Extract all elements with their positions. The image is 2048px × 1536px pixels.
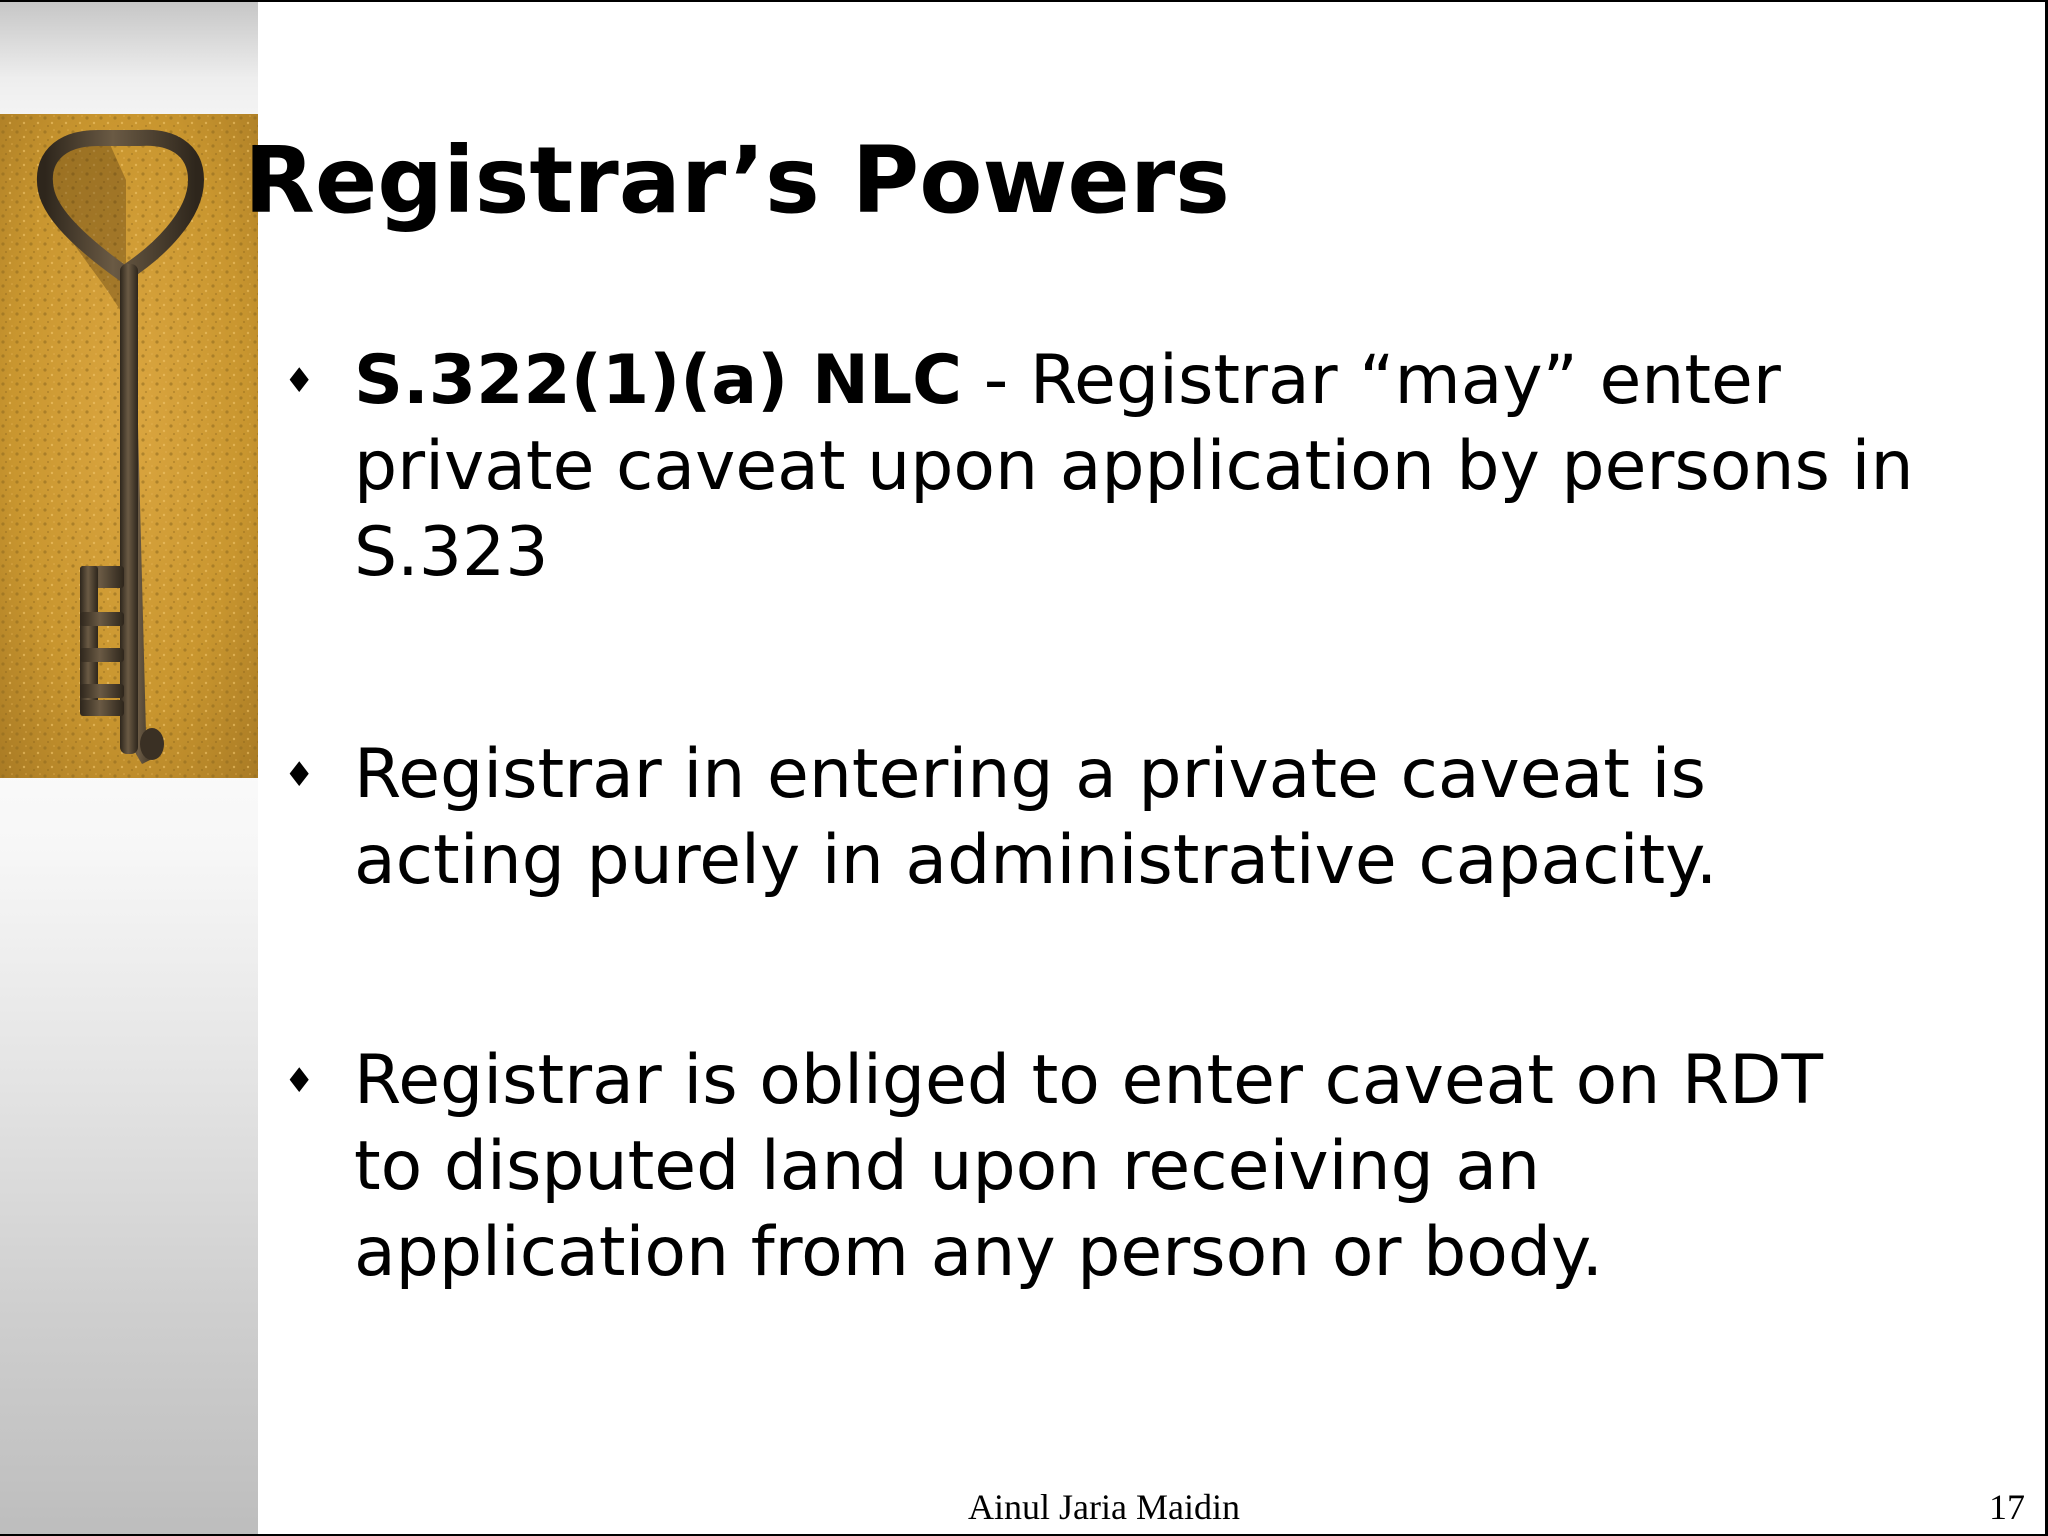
key-on-sand-image [0,114,258,778]
slide-number: 17 [1989,1487,2025,1527]
slide-title: Registrar’s Powers [244,127,1230,234]
bullet-item [284,732,2024,904]
bullet-line-rest: - Registrar “may” enter [962,341,1781,420]
bullet-item [284,1038,2024,1296]
bullet-line: acting purely in administrative capacity. [354,821,1718,900]
bullet-line: Registrar in entering a private caveat is [354,735,1706,814]
bullet-line [354,338,2024,424]
bullet-line: private caveat upon application by persons in [354,427,1914,506]
bullet-text [354,338,2024,596]
diamond-bullet-icon: ♦ [284,1061,315,1101]
bullet-text [354,732,2024,904]
statute-reference: S.322(1)(a) NLC [354,341,963,420]
bullet-item [284,338,2024,596]
diamond-bullet-icon: ♦ [284,755,315,795]
footer-author: Ainul Jaria Maidin [968,1487,1240,1527]
bullet-text [354,1038,2024,1296]
bullet-line: Registrar is obliged to enter caveat on RDT [354,1041,1824,1120]
diamond-bullet-icon: ♦ [284,361,315,401]
bullet-line: application from any person or body. [354,1213,1604,1292]
bullet-line: S.323 [354,513,549,592]
bullet-line: to disputed land upon receiving an [354,1127,1541,1206]
